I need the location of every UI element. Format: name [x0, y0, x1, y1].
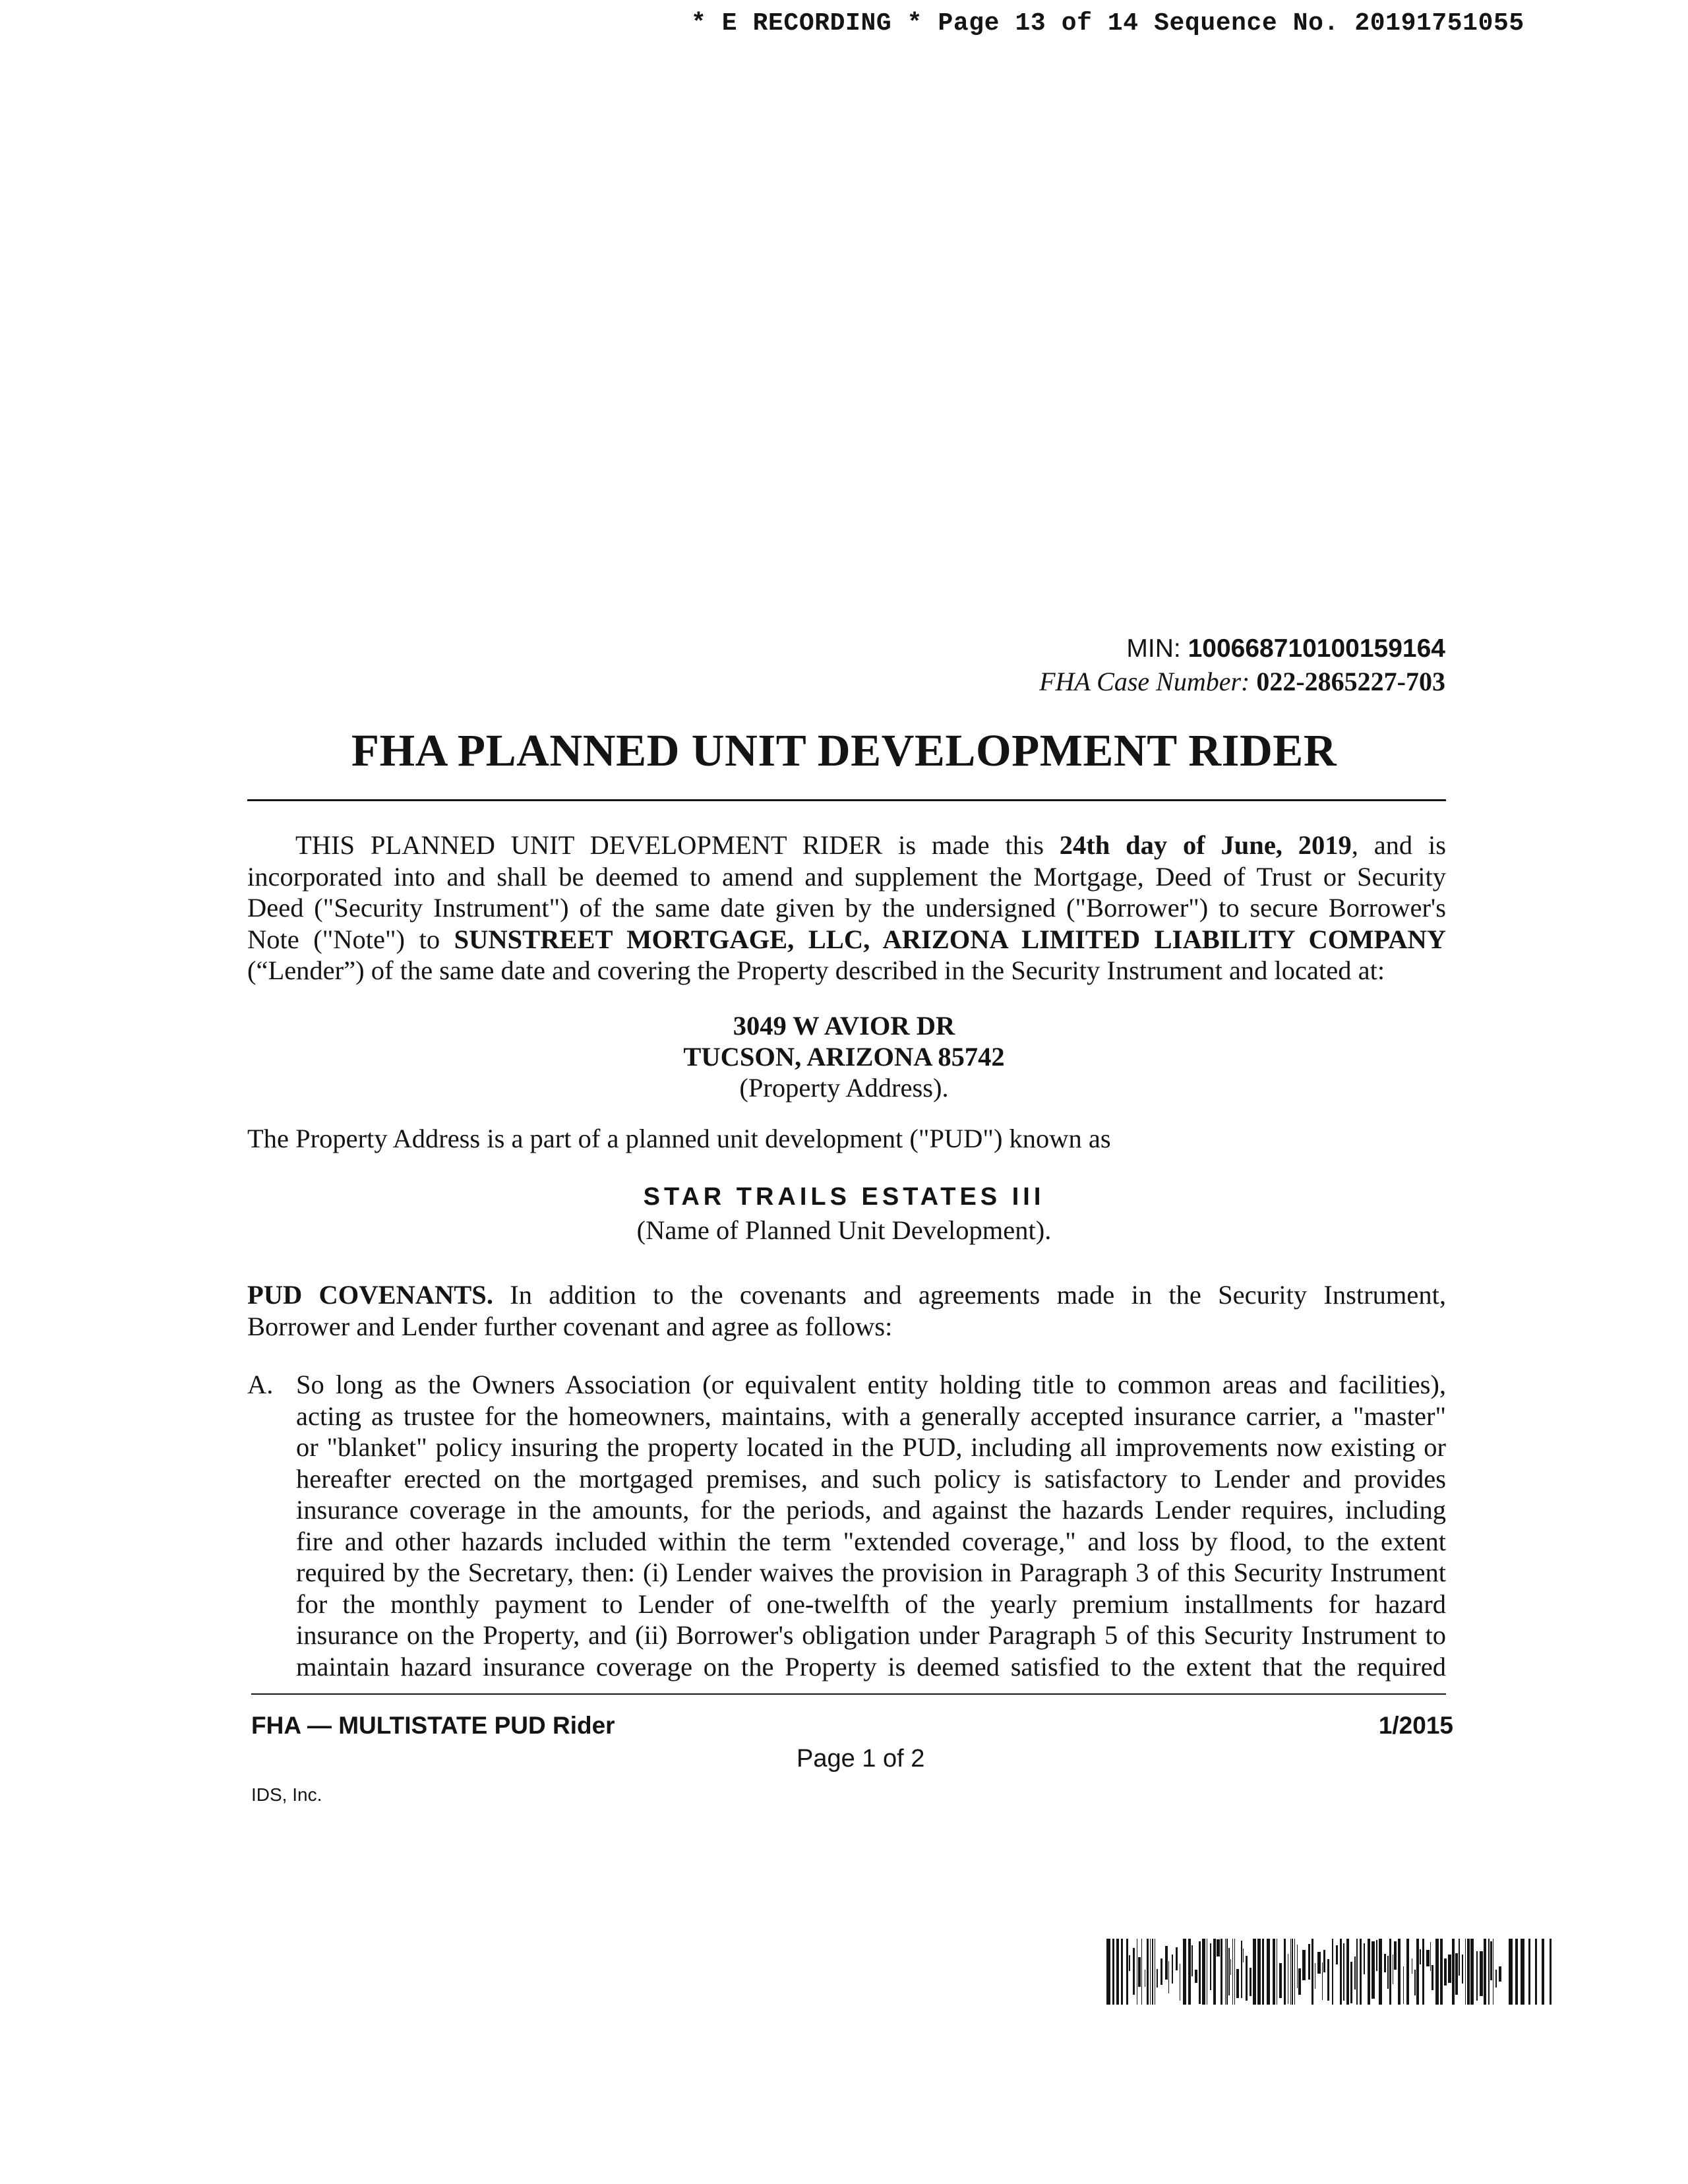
intro-paragraph	[247, 830, 1446, 986]
item-a-line: insurance on the Property, and (ii) Borrower's obligation under Paragraph 5 of this Security Instrument to	[296, 1620, 1446, 1650]
footer-form-date: 1/2015	[1378, 1712, 1453, 1739]
item-a-line: acting as trustee for the homeowners, maintains, with a generally accepted insurance carrier, a "master"	[296, 1401, 1446, 1431]
item-a-line: for the monthly payment to Lender of one-twelfth of the yearly premium installments for hazard	[296, 1589, 1446, 1619]
item-a-line: hereafter erected on the mortgaged premises, and such policy is satisfactory to Lender and provides	[296, 1463, 1446, 1494]
item-a-line: So long as the Owners Association (or equivalent entity holding title to common areas and facilities),	[296, 1370, 1446, 1399]
pud-name-caption: (Name of Planned Unit Development).	[636, 1215, 1052, 1245]
covenants-line-2: Borrower and Lender further covenant and agree as follows:	[247, 1311, 893, 1341]
fha-case-value: 022-2865227-703	[1256, 667, 1445, 696]
footer-page-number: Page 1 of 2	[797, 1745, 925, 1773]
property-address-block	[0, 1010, 1688, 1103]
pud-covenants-paragraph	[247, 1279, 1446, 1342]
loan-identifiers	[1039, 632, 1445, 698]
address-line-2: TUCSON, ARIZONA 85742	[683, 1042, 1005, 1072]
footer-form-name: FHA — MULTISTATE PUD Rider	[251, 1712, 615, 1739]
intro-line-4	[247, 924, 1446, 956]
item-a-letter: A.	[247, 1370, 274, 1399]
intro-line-5: (“Lender”) of the same date and covering the Property described in the Security Instrument and located at:	[247, 956, 1385, 985]
intro-text: THIS PLANNED UNIT DEVELOPMENT RIDER is made this	[295, 830, 1044, 860]
intro-line-1	[247, 830, 1446, 861]
item-a-line: required by the Secretary, then: (i) Lender waives the provision in Paragraph 3 of this Security Instrument	[296, 1558, 1446, 1587]
item-a-paragraph	[296, 1369, 1446, 1682]
pud-intro: The Property Address is a part of a planned unit development ("PUD") known as	[247, 1124, 1111, 1153]
item-a-line: fire and other hazards included within the term "extended coverage," and loss by flood, to the extent	[296, 1526, 1446, 1556]
covenants-heading: PUD COVENANTS.	[247, 1280, 493, 1310]
footer-rule	[251, 1693, 1446, 1695]
pud-name: STAR TRAILS ESTATES III	[643, 1183, 1045, 1211]
fha-case-label: FHA Case Number:	[1039, 667, 1250, 696]
rider-date: 24th day of June, 2019	[1059, 830, 1352, 860]
footer-vendor: IDS, Inc.	[251, 1784, 322, 1805]
covenants-text: In addition to the covenants and agreements made in the Security Instrument,	[510, 1280, 1447, 1310]
intro-text: , and is	[1351, 830, 1447, 860]
intro-line-3: Deed ("Security Instrument") of the same date given by the undersigned ("Borrower") to secure Borrower's	[247, 893, 1446, 923]
covenants-line-1	[247, 1279, 1446, 1311]
fha-case-line	[1039, 666, 1445, 698]
item-a-line: insurance coverage in the amounts, for the periods, and against the hazards Lender requires, including	[296, 1495, 1446, 1525]
intro-text: Note ("Note") to	[247, 924, 440, 954]
intro-line-2: incorporated into and shall be deemed to amend and supplement the Mortgage, Deed of Trust or Security	[247, 861, 1446, 892]
address-line-1: 3049 W AVIOR DR	[733, 1011, 955, 1041]
title-rule	[247, 799, 1446, 801]
recording-header: * E RECORDING * Page 13 of 14 Sequence No. 20191751055	[691, 9, 1524, 38]
min-line	[1039, 632, 1445, 666]
min-label: MIN:	[1126, 634, 1181, 663]
item-a-line: or "blanket" policy insuring the property located in the PUD, including all improvements now existing or	[296, 1432, 1446, 1462]
address-caption: (Property Address).	[739, 1073, 949, 1103]
min-value: 100668710100159164	[1188, 634, 1445, 663]
item-a-line: maintain hazard insurance coverage on the Property is deemed satisfied to the extent that the required	[296, 1651, 1446, 1682]
document-title: FHA PLANNED UNIT DEVELOPMENT RIDER	[351, 725, 1337, 775]
barcode-image	[1106, 1939, 1555, 2005]
lender-name: SUNSTREET MORTGAGE, LLC, ARIZONA LIMITED LIABILITY COMPANY	[454, 924, 1446, 954]
